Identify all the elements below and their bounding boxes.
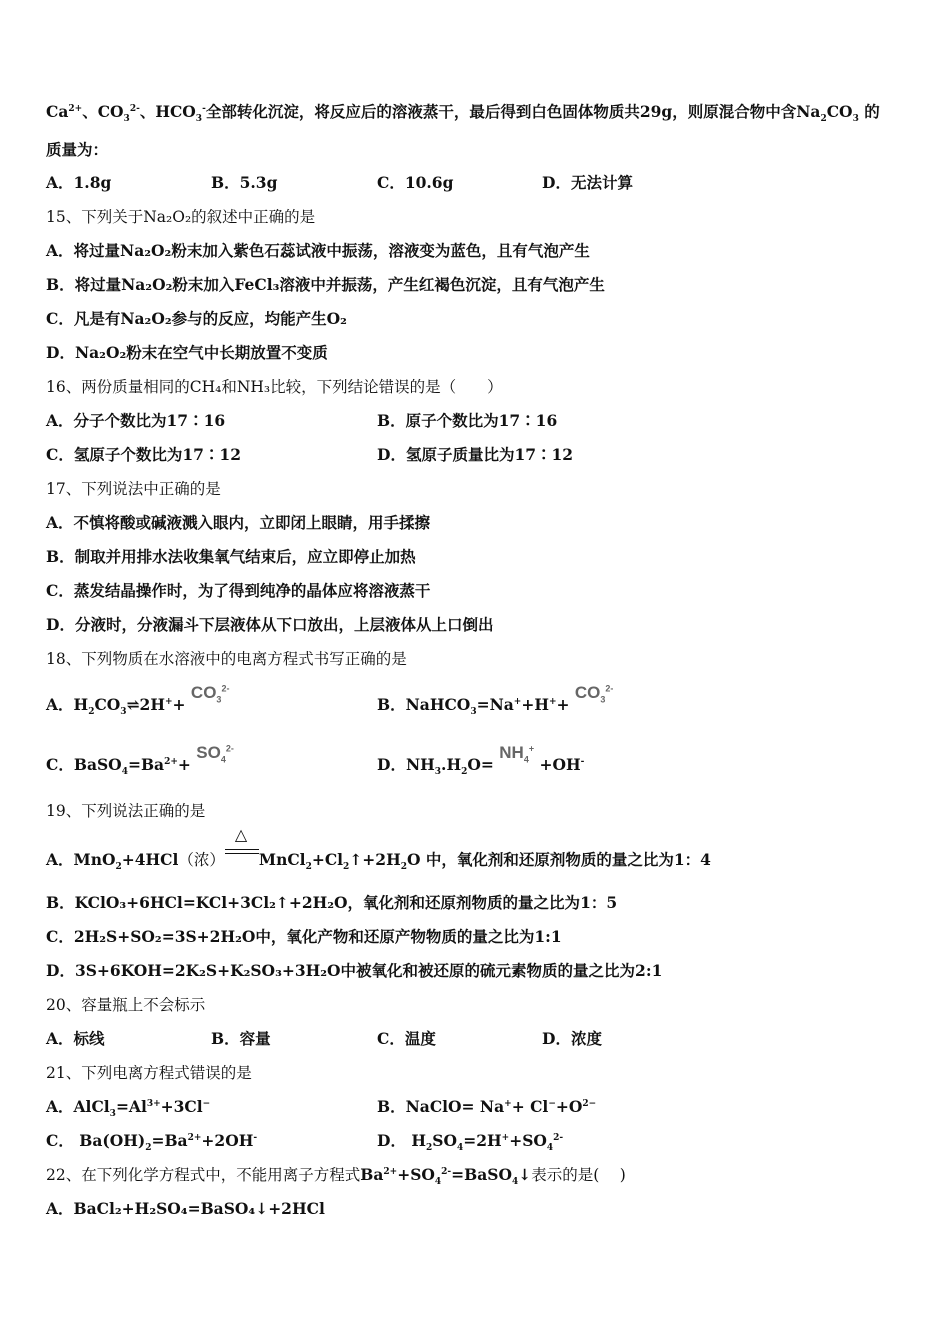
q18-b-label: B． <box>377 695 406 714</box>
q14-continuation-line1: $Ca^{2+}$、$CO_3^{2-}$、$HCO_3^-$全部转化沉淀，将反应后的溶液蒸干，最后得到白色固体物质共29g，则原混合物中含$Na_2CO_3$ 的 <box>46 102 880 125</box>
q19-option-b[interactable]: B．KClO₃+6HCl=KCl+3Cl₂↑+2H₂O，氧化剂和还原剂物质的量之比为1：5 <box>46 893 618 912</box>
q14-option-b[interactable]: B．5.3g <box>211 173 278 192</box>
q18-option-d[interactable]: D．$NH_3.H_2O= NH_4^+ +OH^-$ <box>377 743 585 778</box>
q19-option-d[interactable]: D．3S+6KOH=2K₂S+K₂SO₃+3H₂O中被氧化和被还原的硫元素物质的量之比为2:1 <box>46 961 663 980</box>
q20-option-c[interactable]: C．温度 <box>377 1029 436 1048</box>
q14-cont1-text: 全部转化沉淀，将反应后的溶液蒸干，最后得到白色固体物质共29g，则原混合物中含 <box>205 102 797 121</box>
q22-stem-post: 表示的是( ) <box>531 1166 626 1184</box>
q18-option-a[interactable]: A．$H_2CO_3\rightleftharpoons 2H^++ CO_3^{2-}$ <box>46 683 230 718</box>
q19-a-tail: 中，氧化剂和还原剂物质的量之比为1：4 <box>425 850 711 869</box>
q22-stem-pre: 22、在下列化学方程式中，不能用离子方程式 <box>46 1166 361 1184</box>
q19-option-c[interactable]: C．2H₂S+SO₂=3S+2H₂O中，氧化产物和还原产物物质的量之比为1:1 <box>46 927 562 946</box>
q21-stem: 21、下列电离方程式错误的是 <box>46 1064 252 1082</box>
q20-option-d[interactable]: D．浓度 <box>542 1029 602 1048</box>
q16-option-d[interactable]: D．氢原子质量比为17∶12 <box>377 445 574 464</box>
q21-d-label: D． <box>377 1131 406 1150</box>
ammonium-ion-formula: $NH_4^+$ <box>499 743 535 765</box>
q17-stem: 17、下列说法中正确的是 <box>46 480 221 498</box>
q15-option-d[interactable]: D．Na₂O₂粉末在空气中长期放置不变质 <box>46 343 328 362</box>
q19-stem: 19、下列说法正确的是 <box>46 802 206 820</box>
q19-option-a[interactable]: A．MnO$_2$+4HCl（浓） △ $MnCl_2+Cl_2↑+2H_2O$ 中，氧化剂和还原剂物质的量之比为1：4 <box>46 825 711 873</box>
q21-a-label: A． <box>46 1097 74 1116</box>
q18-c-label: C． <box>46 755 74 774</box>
q19-a-label: A． <box>46 850 74 869</box>
q15-option-a[interactable]: A．将过量Na₂O₂粉末加入紫色石蕊试液中振荡，溶液变为蓝色，且有气泡产生 <box>46 241 590 260</box>
q21-b-label: B． <box>377 1097 406 1116</box>
q14-option-a[interactable]: A．1.8g <box>46 173 112 192</box>
heat-delta-icon: △ <box>225 847 259 867</box>
q21-option-b[interactable]: B．NaClO= $Na^++ Cl^-+O^{2-}$ <box>377 1097 597 1116</box>
q17-option-a[interactable]: A．不慎将酸或碱液溅入眼内，立即闭上眼睛，用手揉擦 <box>46 513 431 532</box>
q15-stem: 15、下列关于Na₂O₂的叙述中正确的是 <box>46 208 316 226</box>
q21-option-a[interactable]: A．$AlCl_3=Al^{3+}+3Cl^-$ <box>46 1097 211 1120</box>
q15-option-c[interactable]: C．凡是有Na₂O₂参与的反应，均能产生O₂ <box>46 309 347 328</box>
q14-option-d[interactable]: D．无法计算 <box>542 173 633 192</box>
q21-option-d[interactable]: D． $H_2SO_4=2H^++SO_4^{2-}$ <box>377 1131 564 1154</box>
q21-option-c[interactable]: C． $Ba(OH)_2=Ba^{2+}+2OH^-$ <box>46 1131 258 1154</box>
q18-stem: 18、下列物质在水溶液中的电离方程式书写正确的是 <box>46 650 407 668</box>
q14-continuation-line2: 质量为： <box>46 140 109 159</box>
q18-d-label: D． <box>377 755 406 774</box>
q19-a-concentrated: （浓） <box>178 851 225 869</box>
q15-option-b[interactable]: B．将过量Na₂O₂粉末加入FeCl₃溶液中并振荡，产生红褐色沉淀，且有气泡产生 <box>46 275 605 294</box>
q17-option-b[interactable]: B．制取并用排水法收集氧气结束后，应立即停止加热 <box>46 547 416 566</box>
q16-stem: 16、两份质量相同的CH₄和NH₃比较，下列结论错误的是（ ） <box>46 378 503 396</box>
q20-option-a[interactable]: A．标线 <box>46 1029 105 1048</box>
q20-stem: 20、容量瓶上不会标示 <box>46 996 206 1014</box>
q20-option-b[interactable]: B．容量 <box>211 1029 271 1048</box>
q21-c-label: C． <box>46 1131 74 1150</box>
q18-option-c[interactable]: C．$BaSO_4=Ba^{2+}+ SO_4^{2-}$ <box>46 743 234 778</box>
q22-stem: 22、在下列化学方程式中，不能用离子方程式$Ba^{2+}+SO_4^{2-}=BaSO_4↓$表示的是( ) <box>46 1165 626 1188</box>
q16-option-a[interactable]: A．分子个数比为17∶16 <box>46 411 226 430</box>
q22-option-a[interactable]: A．BaCl₂+H₂SO₄=BaSO₄↓+2HCl <box>46 1199 325 1218</box>
q14-option-c[interactable]: C．10.6g <box>377 173 454 192</box>
q18-option-b[interactable]: B．NaHCO$_3$=Na++H++ $CO_3^{2-}$ <box>377 683 614 718</box>
carbonate-ion-formula: $CO_3^{2-}$ <box>190 683 230 705</box>
q18-a-label: A． <box>46 695 74 714</box>
q16-option-c[interactable]: C．氢原子个数比为17∶12 <box>46 445 241 464</box>
q17-option-d[interactable]: D．分液时，分液漏斗下层液体从下口放出，上层液体从上口倒出 <box>46 615 494 634</box>
q17-option-c[interactable]: C．蒸发结晶操作时，为了得到纯净的晶体应将溶液蒸干 <box>46 581 431 600</box>
sulfate-ion-formula: $SO_4^{2-}$ <box>196 743 234 765</box>
carbonate-ion-formula: $CO_3^{2-}$ <box>574 683 614 705</box>
q16-option-b[interactable]: B．原子个数比为17∶16 <box>377 411 558 430</box>
